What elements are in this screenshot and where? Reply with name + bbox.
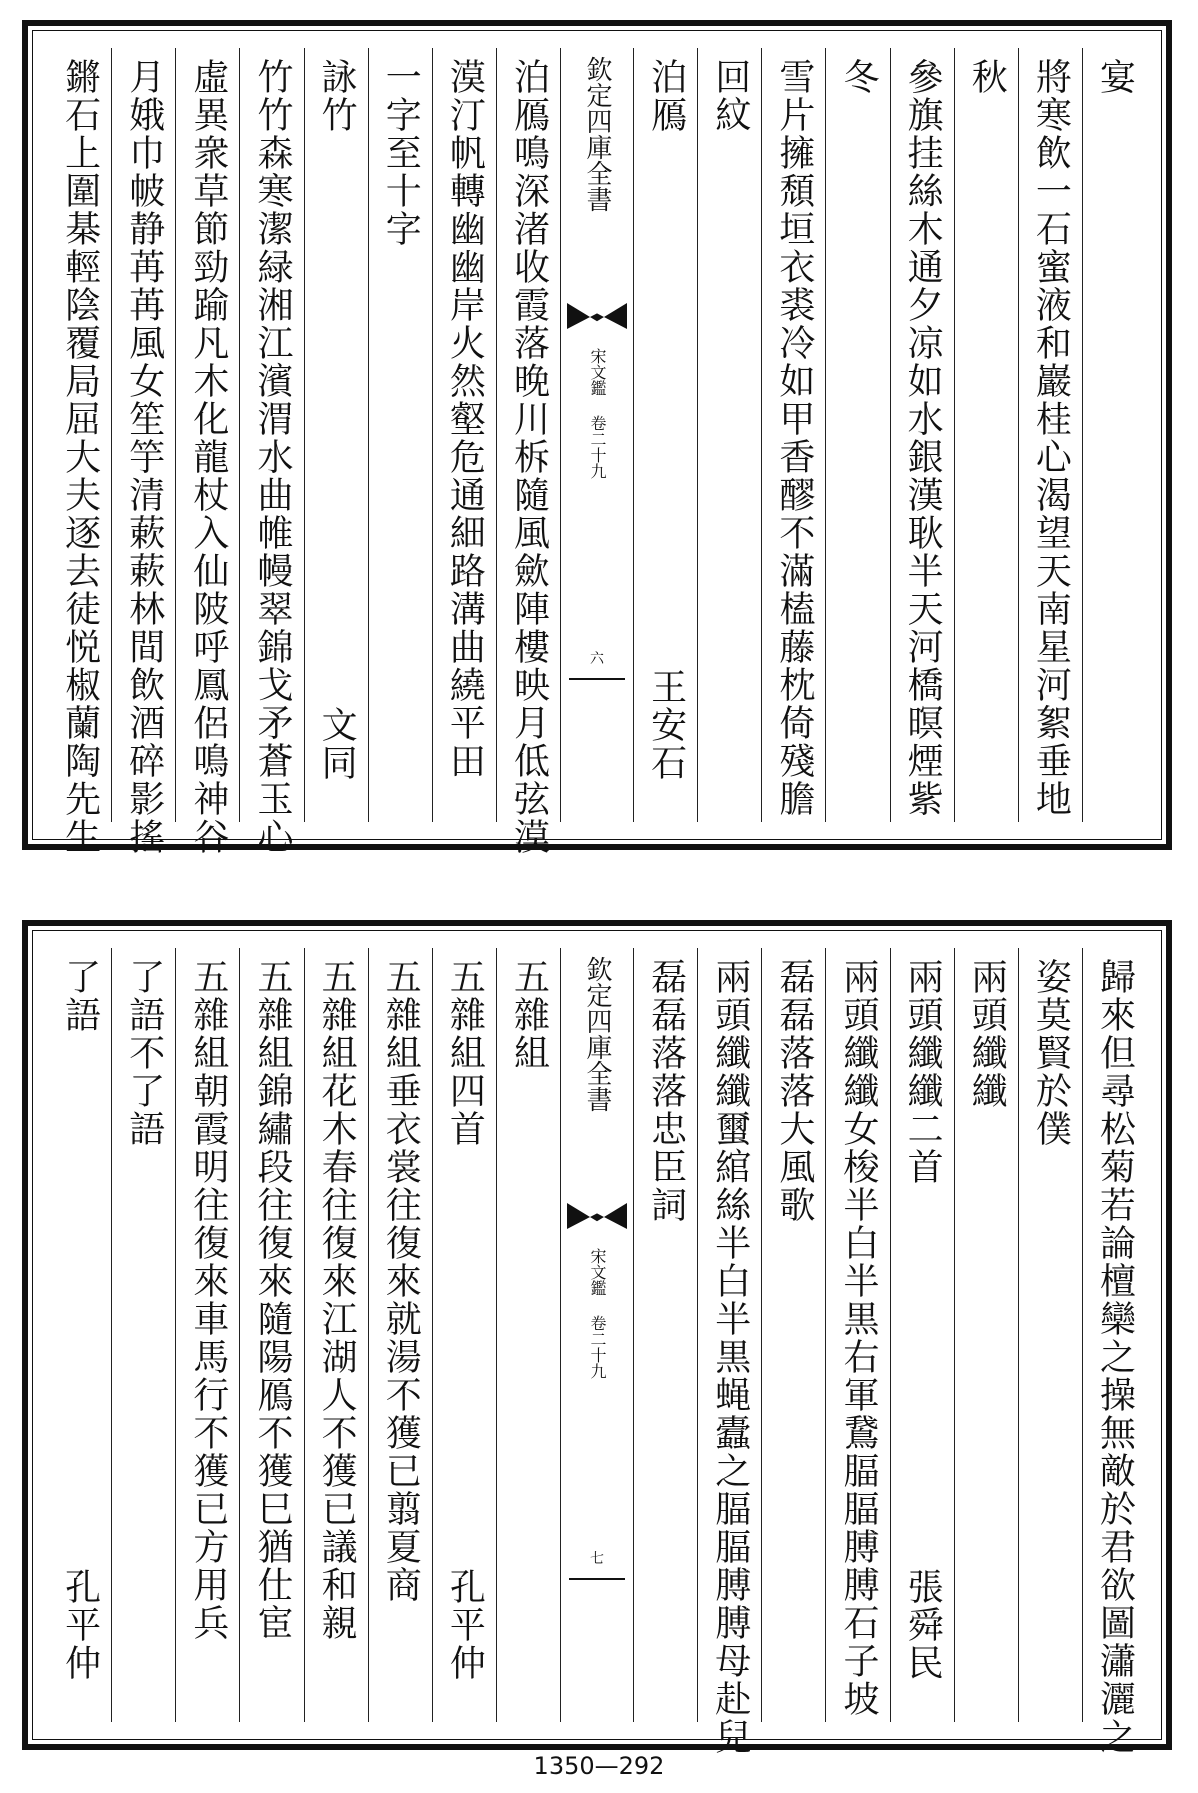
column-text: 五雜組花木春往復來江湖人不獲已議和親 — [316, 958, 358, 1642]
leaf-number: 六 — [590, 651, 604, 667]
column-text: 磊磊落落大風歌 — [773, 958, 815, 1224]
text-column — [304, 948, 368, 1722]
text-column — [890, 948, 954, 1722]
fold-line — [569, 678, 625, 680]
text-column — [496, 48, 560, 856]
text-column — [1082, 48, 1146, 822]
book-title: 欽定四庫全書 — [582, 956, 612, 1112]
text-column — [633, 948, 697, 1722]
column-text: 一字至十字 — [380, 58, 422, 248]
column-text: 竹竹森寒潔緑湘江濱渭水曲帷幔翠錦戈矛蒼玉心 — [251, 58, 293, 856]
column-text: 回紋 — [709, 58, 751, 134]
text-column — [1082, 948, 1146, 1756]
text-column — [48, 948, 111, 1722]
text-column — [954, 948, 1018, 1722]
column-text: 冬 — [837, 58, 879, 96]
column-text: 月娥巾帔静苒苒風女笙竽清蔌蔌林間飲酒碎影搖 — [123, 58, 165, 856]
column-text: 參旗挂絲木通夕凉如水銀漢耿半天河橋暝煙紫 — [902, 58, 944, 818]
column-text: 將寒飲一石蜜液和巖桂心渴望天南星河絮垂地 — [1030, 58, 1072, 818]
column-text: 泊鴈鳴深渚收霞落晚川柝隨風歛陣樓映月低弦漠 — [508, 58, 550, 856]
column-text: 漠汀帆轉幽幽岸火然壑危通細路溝曲繞平田 — [444, 58, 486, 780]
column-text: 宴 — [1094, 58, 1136, 96]
center-fold — [560, 948, 633, 1722]
text-column — [432, 48, 496, 822]
column-text: 五雜組四首 — [444, 958, 486, 1148]
author-name: 王安石 — [645, 668, 687, 782]
column-text: 兩頭纖纖女梭半白半黒右軍鵞腷腷膊膊石子坡 — [837, 958, 879, 1718]
text-column — [761, 48, 825, 822]
text-column — [825, 48, 889, 822]
text-column — [1018, 948, 1082, 1722]
page-number: 1350—292 — [533, 1752, 665, 1780]
text-column — [239, 48, 303, 856]
fold-line — [569, 1578, 625, 1580]
fishtail-mark — [567, 1203, 627, 1229]
column-text: 歸來但尋松菊若論檀欒之操無敵於君欲圖瀟灑之 — [1094, 958, 1136, 1756]
bottom-columns — [48, 948, 1146, 1756]
text-column — [304, 48, 368, 822]
author-name: 孔平仲 — [444, 1568, 486, 1682]
column-text: 了語 — [59, 958, 101, 1034]
book-title: 欽定四庫全書 — [582, 56, 612, 212]
author-name: 文同 — [316, 706, 358, 782]
column-text: 姿莫賢於僕 — [1030, 958, 1072, 1148]
text-column — [697, 948, 761, 1756]
column-text: 五雜組朝霞明往復來車馬行不獲已方用兵 — [187, 958, 229, 1642]
text-column — [368, 48, 432, 822]
column-text: 泊鴈 — [645, 58, 687, 134]
author-name: 孔平仲 — [59, 1568, 101, 1682]
text-column — [496, 948, 560, 1722]
top-columns — [48, 48, 1146, 856]
column-text: 了語不了語 — [123, 958, 165, 1148]
text-column — [175, 948, 239, 1722]
text-column — [175, 48, 239, 856]
text-column — [239, 948, 303, 1722]
volume-label: 宋文鑑 卷二十九 — [588, 348, 607, 479]
text-column — [1018, 48, 1082, 822]
leaf-number: 七 — [590, 1551, 604, 1567]
text-column — [954, 48, 1018, 822]
text-column — [48, 48, 111, 856]
top-page — [22, 20, 1172, 856]
column-text: 五雜組 — [508, 958, 550, 1072]
author-name: 張舜民 — [902, 1568, 944, 1682]
text-column — [111, 948, 175, 1722]
column-text: 鏘石上圍棊輕陰覆局屈大夫逐去徒悦椒蘭陶先生 — [59, 58, 101, 856]
bottom-page — [22, 920, 1172, 1756]
text-column — [761, 948, 825, 1722]
fishtail-mark — [567, 303, 627, 329]
text-column — [111, 48, 175, 856]
column-text: 雪片擁頹垣衣裘冷如甲香醪不滿榼藤枕倚殘膽 — [773, 58, 815, 818]
column-text: 詠竹 — [316, 58, 358, 134]
text-column — [368, 948, 432, 1722]
column-text: 兩頭纖纖蠒綰絲半白半黒蝇蠹之腷腷膊膊母赴兒 — [709, 958, 751, 1756]
center-fold — [560, 48, 633, 822]
column-text: 秋 — [966, 58, 1008, 96]
column-text: 五雜組垂衣裳往復來就湯不獲已翦夏商 — [380, 958, 422, 1604]
text-column — [890, 48, 954, 822]
column-text: 兩頭纖纖 — [966, 958, 1008, 1110]
volume-label: 宋文鑑 卷二十九 — [588, 1248, 607, 1379]
column-text: 虛異衆草節勁踰凡木化龍杖入仙陂呼鳳侶鳴神谷 — [187, 58, 229, 856]
text-column — [633, 48, 697, 822]
text-column — [825, 948, 889, 1722]
column-text: 兩頭纖纖二首 — [902, 958, 944, 1186]
text-column — [697, 48, 761, 822]
column-text: 磊磊落落忠臣詞 — [645, 958, 687, 1224]
text-column — [432, 948, 496, 1722]
column-text: 五雜組錦繡段往復來隨陽鴈不獲巳猶仕宦 — [251, 958, 293, 1642]
